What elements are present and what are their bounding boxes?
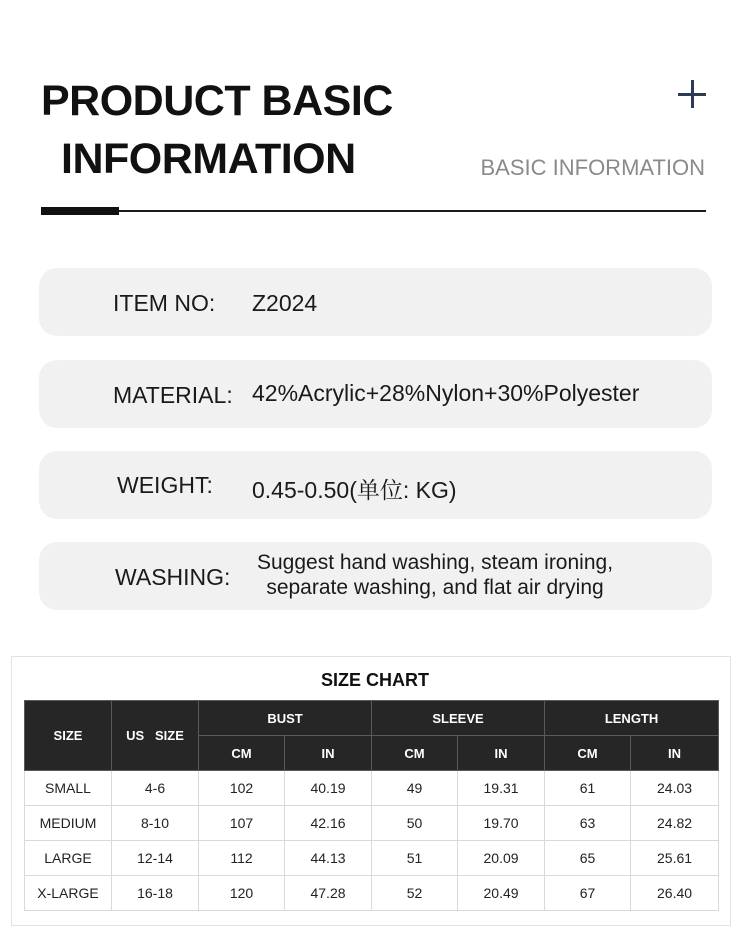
- cell-length-cm: 67: [545, 876, 631, 911]
- title-divider: [41, 210, 706, 212]
- info-row-weight: [39, 451, 712, 519]
- cell-us-size: 4-6: [112, 771, 199, 806]
- cell-length-cm: 65: [545, 841, 631, 876]
- header-length-in: IN: [631, 736, 719, 771]
- info-row-washing: [39, 542, 712, 610]
- item-no-value: Z2024: [252, 290, 318, 316]
- cell-length-in: 24.82: [631, 806, 719, 841]
- cell-sleeve-in: 20.09: [458, 841, 545, 876]
- header-length: LENGTH: [545, 701, 719, 736]
- cell-sleeve-cm: 49: [372, 771, 458, 806]
- cell-length-cm: 61: [545, 771, 631, 806]
- cell-sleeve-cm: 52: [372, 876, 458, 911]
- cell-size: X-LARGE: [25, 876, 112, 911]
- cell-us-size: 16-18: [112, 876, 199, 911]
- cell-size: MEDIUM: [25, 806, 112, 841]
- cell-sleeve-cm: 50: [372, 806, 458, 841]
- weight-label: WEIGHT:: [117, 472, 213, 498]
- plus-icon: [678, 80, 706, 108]
- header-bust-in: IN: [285, 736, 372, 771]
- cell-bust-cm: 107: [199, 806, 285, 841]
- washing-label: WASHING:: [115, 564, 231, 590]
- cell-us-size: 12-14: [112, 841, 199, 876]
- table-row: [25, 771, 719, 806]
- cell-bust-in: 40.19: [285, 771, 372, 806]
- cell-bust-in: 47.28: [285, 876, 372, 911]
- table-row: [25, 841, 719, 876]
- cell-length-in: 24.03: [631, 771, 719, 806]
- header-length-cm: CM: [545, 736, 631, 771]
- material-value: 42%Acrylic+28%Nylon+30%Polyester: [252, 380, 640, 406]
- table-row: [25, 876, 719, 911]
- cell-sleeve-in: 19.31: [458, 771, 545, 806]
- info-row-material: [39, 360, 712, 428]
- cell-us-size: 8-10: [112, 806, 199, 841]
- washing-value-line-2: separate washing, and flat air drying: [266, 576, 604, 599]
- page-title-line-2: INFORMATION: [61, 135, 356, 183]
- table-row: [25, 806, 719, 841]
- header-sleeve: SLEEVE: [372, 701, 545, 736]
- cell-bust-in: 42.16: [285, 806, 372, 841]
- material-label: MATERIAL:: [113, 382, 233, 408]
- section-subtitle: BASIC INFORMATION: [480, 155, 705, 180]
- header-bust: BUST: [199, 701, 372, 736]
- cell-sleeve-in: 19.70: [458, 806, 545, 841]
- header-us-size: US SIZE: [112, 701, 199, 771]
- cell-size: SMALL: [25, 771, 112, 806]
- cell-sleeve-cm: 51: [372, 841, 458, 876]
- washing-value: [250, 550, 620, 600]
- header-bust-cm: CM: [199, 736, 285, 771]
- size-chart-title: SIZE CHART: [321, 670, 429, 690]
- cell-length-cm: 63: [545, 806, 631, 841]
- header-sleeve-cm: CM: [372, 736, 458, 771]
- cell-length-in: 26.40: [631, 876, 719, 911]
- cell-bust-cm: 120: [199, 876, 285, 911]
- cell-size: LARGE: [25, 841, 112, 876]
- page-title-line-1: PRODUCT BASIC: [41, 77, 393, 125]
- cell-bust-in: 44.13: [285, 841, 372, 876]
- size-chart-table: [24, 700, 719, 911]
- title-divider-accent: [41, 207, 119, 215]
- cell-bust-cm: 102: [199, 771, 285, 806]
- header-sleeve-in: IN: [458, 736, 545, 771]
- item-no-label: ITEM NO:: [113, 290, 216, 316]
- info-row-item-no: [39, 268, 712, 336]
- cell-bust-cm: 112: [199, 841, 285, 876]
- washing-value-line-1: Suggest hand washing, steam ironing,: [256, 551, 614, 574]
- header-size: SIZE: [25, 701, 112, 771]
- cell-length-in: 25.61: [631, 841, 719, 876]
- weight-value: 0.45-0.50(单位: KG): [252, 477, 457, 503]
- cell-sleeve-in: 20.49: [458, 876, 545, 911]
